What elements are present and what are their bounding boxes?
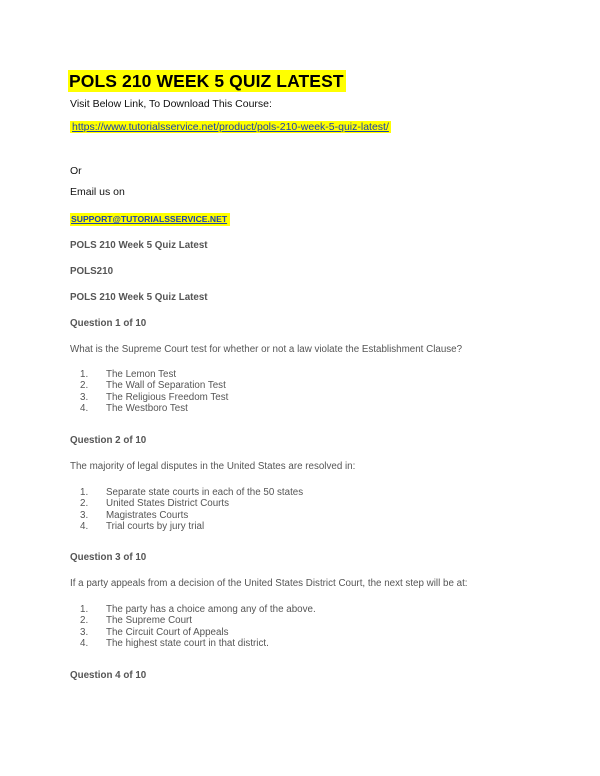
- question-heading: Question 4 of 10: [70, 670, 147, 681]
- answer-options: [80, 604, 316, 650]
- question-text: If a party appeals from a decision of the United States District Court, the next step will be at:: [70, 578, 468, 589]
- question-heading: Question 1 of 10: [70, 318, 147, 329]
- answer-option: 2. United States District Courts: [80, 498, 230, 510]
- answer-option: 1. The party has a choice among any of the above.: [80, 604, 316, 615]
- course-download-link[interactable]: https://www.tutorialsservice.net/product/pols-210-week-5-quiz-latest/: [72, 121, 389, 133]
- support-email-link[interactable]: SUPPORT@TUTORIALSSERVICE.NET: [70, 213, 230, 226]
- answer-option: 1. Separate state courts in each of the 50 states: [80, 487, 304, 498]
- or-text: Or: [70, 165, 82, 177]
- question-text: The majority of legal disputes in the United States are resolved in:: [70, 461, 356, 472]
- answer-option: 4. The highest state court in that district.: [80, 638, 269, 650]
- question-heading: Question 2 of 10: [70, 435, 147, 446]
- answer-options: [80, 487, 303, 533]
- answer-option: 2. The Wall of Separation Test: [80, 380, 226, 392]
- course-title: POLS 210 Week 5 Quiz Latest: [70, 240, 208, 251]
- answer-options: [80, 369, 228, 415]
- answer-option: 3. Magistrates Courts: [80, 509, 189, 521]
- question-heading: Question 3 of 10: [70, 552, 147, 563]
- question-text: What is the Supreme Court test for whether or not a law violate the Establishment Clause?: [70, 344, 463, 355]
- answer-option: 3. The Circuit Court of Appeals: [80, 626, 229, 638]
- email-us-text: Email us on: [70, 186, 125, 198]
- answer-option: 4. Trial courts by jury trial: [80, 521, 205, 533]
- answer-option: 1. The Lemon Test: [80, 369, 177, 380]
- course-title-repeat: POLS 210 Week 5 Quiz Latest: [70, 292, 208, 303]
- answer-option: 2. The Supreme Court: [80, 615, 193, 627]
- document-title: POLS 210 WEEK 5 QUIZ LATEST: [69, 71, 344, 91]
- visit-instruction: Visit Below Link, To Download This Course:: [70, 98, 272, 110]
- course-code: POLS210: [70, 266, 114, 277]
- answer-option: 3. The Religious Freedom Test: [80, 391, 229, 403]
- answer-option: 4. The Westboro Test: [80, 403, 188, 415]
